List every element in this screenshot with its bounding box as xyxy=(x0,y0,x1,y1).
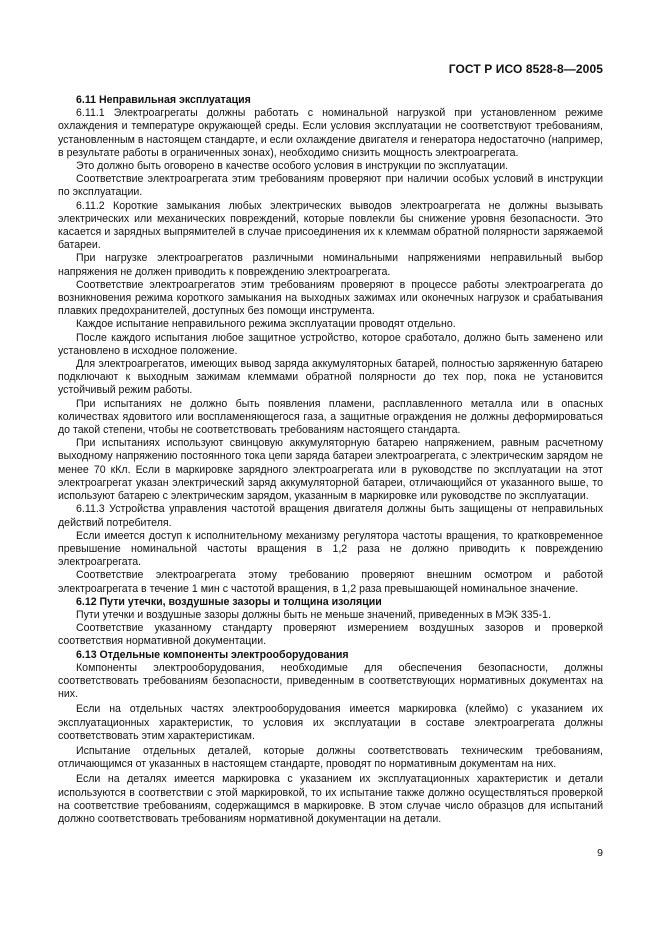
paragraph: 6.11.1 Электроагрегаты должны работать с номинальной нагрузкой при установленном режиме охлаждения и температуре окружающей среды. Если условия эксплуатации не соответствуют требованиям, установленным в настоящем стандарте, и если охлаждение двигателя и генератора недостаточно (например, в результате работы в ограниченных зонах), необходимо снизить мощность электроагрегата. xyxy=(58,107,603,159)
section-heading-6-11: 6.11 Неправильная эксплуатация xyxy=(76,94,251,106)
paragraph: Компоненты электрооборудования, необходимые для обеспечения безопасности, должны соответствовать требованиям безопасности, приведенным в соответствующих нормативных документах на них. xyxy=(58,661,603,701)
paragraph: При нагрузке электроагрегатов различными номинальными напряжениями неправильный выбор напряжения не должен приводить к повреждению электроагрегата. xyxy=(58,252,603,278)
paragraph: Соответствие указанному стандарту проверяют измерением воздушных зазоров и проверкой соответствия нормативной документации. xyxy=(58,622,603,648)
paragraph: При испытаниях используют свинцовую аккумуляторную батарею напряжением, равным расчетному выходному напряжению постоянного тока цепи заряда батареи электроагрегата, с электрическим зарядом не менее 70 кКл. Если в маркировке зарядного электроагрегата или в руководстве по эксплуатации на этот электроагрегат указан электрический заряд аккумуляторной батареи, отличающийся от указанного выше, то используют батарею с электрическим зарядом, указанным в маркировке или руководстве по эксплуатации. xyxy=(58,437,603,503)
paragraph: Соответствие электроагрегатов этим требованиям проверяют в процессе работы электроагрегата до возникновения режима короткого замыкания на выходных зажимах или оконечных нагрузок и срабатывания плавких предохранителей, доступных без помощи инструмента. xyxy=(58,278,603,318)
section-heading-6-13: 6.13 Отдельные компоненты электрооборудования xyxy=(76,648,349,661)
paragraph: Пути утечки и воздушные зазоры должны быть не меньше значений, приведенных в МЭК 335-1. xyxy=(76,608,551,621)
document-body xyxy=(58,94,603,826)
paragraph: Каждое испытание неправильного режима эксплуатации проводят отдельно. xyxy=(76,318,456,331)
paragraph: Если на отдельных частях электрооборудования имеется маркировка (клеймо) с указанием их эксплуатационных характеристик, то условия их эксплуатации в составе электроагрегата должны соответствовать этим характеристикам. xyxy=(58,703,603,742)
standard-designation: ГОСТ Р ИСО 8528-8—2005 xyxy=(448,62,603,76)
paragraph: При испытаниях не должно быть появления пламени, расплавленного металла или в опасных количествах ядовитого или воспламеняющегося газа, а защитные ограждения не должны деформироваться до такой степени, чтобы не соответствовать требованиям настоящего стандарта. xyxy=(58,397,603,437)
paragraph: Если имеется доступ к исполнительному механизму регулятора частоты вращения, то кратковременное превышение номинальной частоты вращения в 1,2 раза не должно приводить к повреждению электроагрегата. xyxy=(58,529,603,569)
paragraph: Испытание отдельных деталей, которые должны соответствовать техническим требованиям, отличающимся от указанных в настоящем стандарте, проводят по нормативным документам на них. xyxy=(58,744,603,771)
paragraph: После каждого испытания любое защитное устройство, которое сработало, должно быть заменено или установлено в исходное положение. xyxy=(58,331,603,357)
paragraph: Если на деталях имеется маркировка с указанием их эксплуатационных характеристик и детали используются в соответствии с этой маркировкой, то их испытание также должно осуществляться проверкой на соответствие требованиям, содержащимся в маркировке. В этом случае число образцов для испытаний должно соответствовать требованиям нормативной документации на детали. xyxy=(58,773,603,825)
paragraph: 6.11.2 Короткие замыкания любых электрических выводов электроагрегата не должны вызывать электрических или механических повреждений, которые повлекли бы снижение уровня безопасности. Это касается и зарядных выпрямителей в случае присоединения их к клеммам обратной полярности заряжаемой батареи. xyxy=(58,199,603,252)
paragraph: Это должно быть оговорено в качестве особого условия в инструкции по эксплуатации. xyxy=(76,160,509,173)
paragraph: 6.11.3 Устройства управления частотой вращения двигателя должны быть защищены от неправильных действий потребителя. xyxy=(58,503,603,529)
page-number: 9 xyxy=(597,847,603,859)
paragraph: Соответствие электроагрегата этим требованиям проверяют при наличии особых условий в инструкции по эксплуатации. xyxy=(58,173,603,199)
paragraph: Соответствие электроагрегата этому требованию проверяют внешним осмотром и работой электроагрегата в течение 1 мин с частотой вращения, в 1,2 раза превышающей номинальное значение. xyxy=(58,569,603,595)
paragraph: Для электроагрегатов, имеющих вывод заряда аккумуляторных батарей, полностью заряженную батарею подключают к выходным зажимам клеммами обратной полярности до тех пор, пока не установится устойчивый режим работы. xyxy=(58,358,603,397)
section-heading-6-12: 6.12 Пути утечки, воздушные зазоры и толщина изоляции xyxy=(76,595,382,608)
